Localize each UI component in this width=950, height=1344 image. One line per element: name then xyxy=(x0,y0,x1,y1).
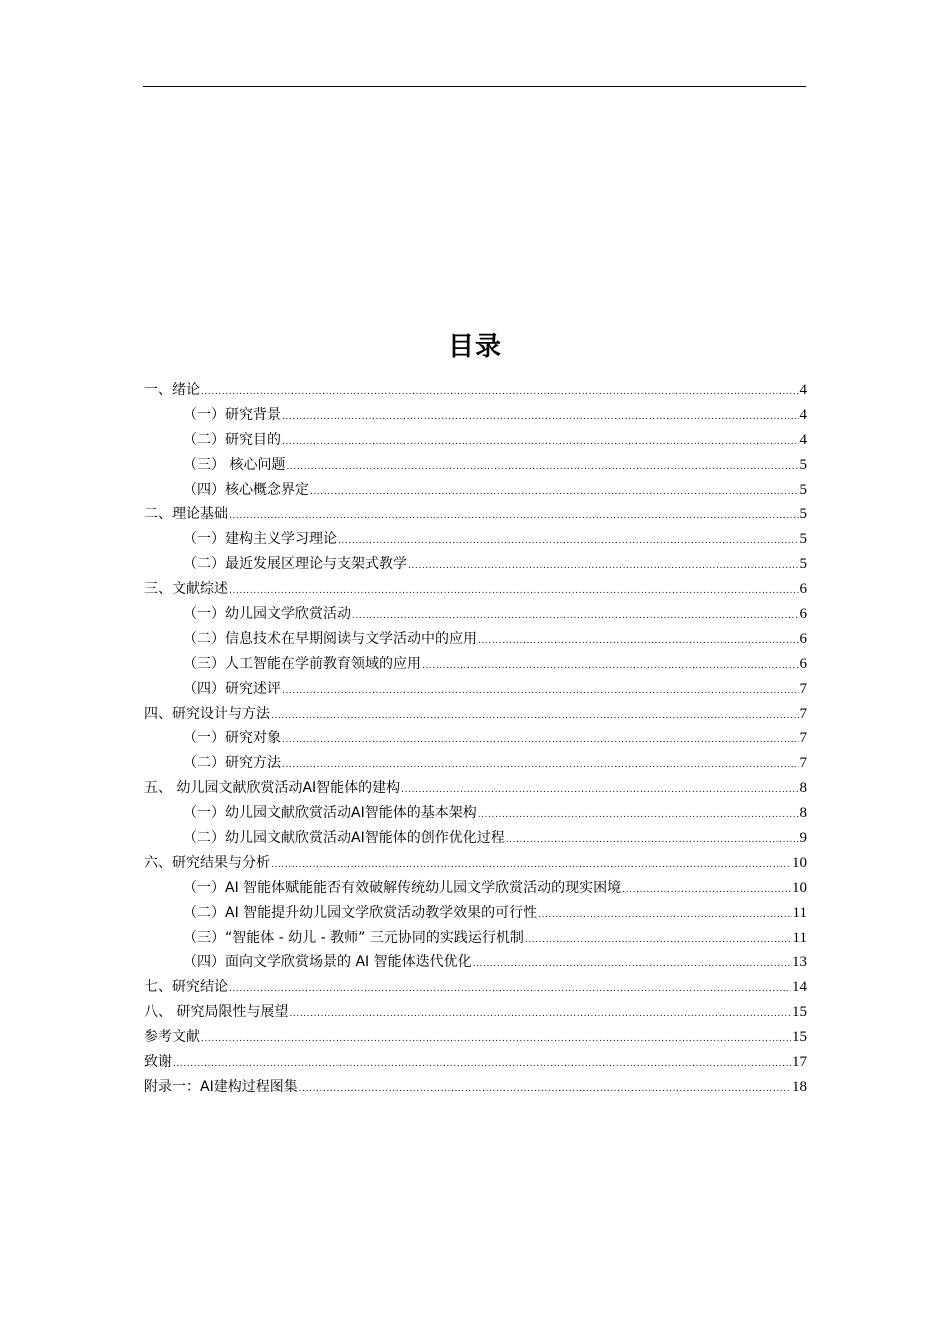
toc-entry-page-number: 13 xyxy=(792,954,807,971)
toc-entry-label: （三）人工智能在学前教育领域的应用 xyxy=(183,655,421,672)
toc-dot-leader xyxy=(282,405,799,430)
toc-entry-page-number: 7 xyxy=(799,705,807,722)
toc-entry-label: （二）研究方法 xyxy=(183,755,281,772)
toc-dot-leader xyxy=(478,803,799,828)
toc-entry-label: 一、绪论 xyxy=(144,382,200,398)
toc-dot-leader xyxy=(525,928,792,953)
toc-dot-leader xyxy=(478,629,799,654)
toc-dot-leader xyxy=(286,455,798,480)
toc-entry-page-number: 5 xyxy=(799,556,807,573)
toc-entry-page-number: 15 xyxy=(792,1004,807,1021)
toc-entry-label: （二）AI 智能提升幼儿园文学欣赏活动教学效果的可行性 xyxy=(183,904,538,921)
toc-entry-page-number: 7 xyxy=(799,755,807,772)
toc-entry[interactable] xyxy=(144,502,807,527)
toc-entry[interactable] xyxy=(144,851,807,876)
toc-entry[interactable] xyxy=(144,975,807,1000)
toc-dot-leader xyxy=(282,430,799,455)
toc-dot-leader xyxy=(173,1052,791,1077)
toc-entry-page-number: 10 xyxy=(792,854,807,871)
toc-entry[interactable] xyxy=(144,702,807,727)
toc-dot-leader xyxy=(282,753,799,778)
toc-dot-leader xyxy=(229,977,791,1002)
toc-entry-label: （一）幼儿园文献欣赏活动AI智能体的基本架构 xyxy=(183,805,477,822)
toc-dot-leader xyxy=(271,853,791,878)
header-rule xyxy=(143,86,806,87)
toc-entry-label: （一）研究背景 xyxy=(183,406,281,423)
toc-entry-page-number: 9 xyxy=(799,830,807,847)
toc-dot-leader xyxy=(201,380,799,405)
toc-entry-page-number: 7 xyxy=(799,680,807,697)
toc-entry[interactable] xyxy=(144,627,807,652)
toc-entry-label: （二）信息技术在早期阅读与文学活动中的应用 xyxy=(183,630,477,647)
toc-entry[interactable] xyxy=(144,826,807,851)
toc-entry-label: （二）研究目的 xyxy=(183,431,281,448)
toc-dot-leader xyxy=(201,1027,791,1052)
toc-title: 目录 xyxy=(447,332,502,363)
toc-entry-page-number: 8 xyxy=(799,780,807,797)
toc-dot-leader xyxy=(289,1002,791,1027)
toc-dot-leader xyxy=(338,529,799,554)
toc-entry[interactable] xyxy=(144,1050,807,1075)
toc-entry[interactable] xyxy=(144,751,807,776)
toc-entry-label: （一）幼儿园文学欣赏活动 xyxy=(183,606,351,623)
toc-dot-leader xyxy=(401,778,798,803)
toc-entry-label: 四、研究设计与方法 xyxy=(144,705,270,722)
toc-entry[interactable] xyxy=(144,428,807,453)
toc-entry-page-number: 4 xyxy=(799,382,807,398)
toc-entry-page-number: 5 xyxy=(799,481,807,498)
toc-dot-leader xyxy=(622,878,791,903)
toc-entry[interactable] xyxy=(144,1075,807,1100)
toc-entry[interactable] xyxy=(144,876,807,901)
toc-entry[interactable] xyxy=(144,901,807,926)
toc-entry-label: （四）研究述评 xyxy=(183,680,281,697)
toc-dot-leader xyxy=(538,903,791,928)
toc-entry-label: （一）建构主义学习理论 xyxy=(183,531,337,548)
toc-entry-page-number: 17 xyxy=(792,1054,807,1071)
toc-entry[interactable] xyxy=(144,602,807,627)
toc-dot-leader xyxy=(506,828,799,853)
toc-entry[interactable] xyxy=(144,403,807,428)
toc-entry-page-number: 5 xyxy=(799,456,807,473)
toc-entry-page-number: 11 xyxy=(792,929,807,946)
toc-entry-label: （二）最近发展区理论与支架式教学 xyxy=(183,556,407,573)
toc-entry-page-number: 8 xyxy=(799,805,807,822)
toc-entry[interactable] xyxy=(144,378,807,403)
toc-dot-leader xyxy=(473,952,791,977)
toc-entry-label: 六、研究结果与分析 xyxy=(144,854,270,871)
toc-entry[interactable] xyxy=(144,577,807,602)
toc-dot-leader xyxy=(229,579,799,604)
toc-entry-label: 七、研究结论 xyxy=(144,979,228,996)
table-of-contents xyxy=(144,378,807,1100)
toc-dot-leader xyxy=(310,480,799,505)
toc-entry-label: 二、理论基础 xyxy=(144,506,228,523)
toc-entry[interactable] xyxy=(144,677,807,702)
toc-entry-page-number: 6 xyxy=(799,606,807,623)
toc-entry-page-number: 10 xyxy=(792,879,807,896)
toc-entry-label: （四）面向文学欣赏场景的 AI 智能体迭代优化 xyxy=(183,954,472,971)
toc-entry-page-number: 4 xyxy=(799,431,807,448)
toc-entry-page-number: 6 xyxy=(799,630,807,647)
toc-entry-label: 五、 幼儿园文献欣赏活动AI智能体的建构 xyxy=(144,780,401,797)
toc-entry-label: （一）研究对象 xyxy=(183,730,281,747)
toc-entry-page-number: 18 xyxy=(792,1078,807,1095)
toc-entry-label: 参考文献 xyxy=(144,1029,200,1046)
toc-dot-leader xyxy=(229,504,799,529)
toc-dot-leader xyxy=(422,654,799,679)
toc-entry-label: （二）幼儿园文献欣赏活动AI智能体的创作优化过程 xyxy=(183,830,505,847)
toc-entry-page-number: 11 xyxy=(792,904,807,921)
toc-entry[interactable] xyxy=(144,652,807,677)
toc-entry-page-number: 7 xyxy=(799,730,807,747)
toc-entry-page-number: 15 xyxy=(792,1029,807,1046)
toc-entry-label: （一）AI 智能体赋能能否有效破解传统幼儿园文学欣赏活动的现实困境 xyxy=(183,879,622,896)
toc-dot-leader xyxy=(299,1077,791,1102)
toc-entry[interactable] xyxy=(144,801,807,826)
toc-dot-leader xyxy=(408,554,799,579)
toc-entry-page-number: 5 xyxy=(799,506,807,523)
toc-entry[interactable] xyxy=(144,776,807,801)
toc-entry[interactable] xyxy=(144,453,807,478)
toc-entry[interactable] xyxy=(144,726,807,751)
toc-entry[interactable] xyxy=(144,1025,807,1050)
toc-entry[interactable] xyxy=(144,552,807,577)
toc-entry-label: （三） 核心问题 xyxy=(183,456,286,473)
toc-entry-page-number: 14 xyxy=(792,979,807,996)
toc-dot-leader xyxy=(282,728,799,753)
toc-entry-page-number: 4 xyxy=(799,406,807,423)
toc-entry[interactable] xyxy=(144,926,807,951)
toc-entry-label: （四）核心概念界定 xyxy=(183,481,309,498)
toc-entry[interactable] xyxy=(144,1000,807,1025)
toc-entry-label: 三、文献综述 xyxy=(144,581,228,598)
toc-entry-label: （三）“智能体 - 幼儿 - 教师” 三元协同的实践运行机制 xyxy=(183,929,524,946)
toc-dot-leader xyxy=(352,604,799,629)
toc-entry-label: 致谢 xyxy=(144,1054,172,1071)
toc-entry[interactable] xyxy=(144,478,807,503)
toc-entry-label: 附录一：AI建构过程图集 xyxy=(144,1078,298,1095)
toc-dot-leader xyxy=(282,679,799,704)
toc-entry-page-number: 6 xyxy=(799,655,807,672)
toc-entry[interactable] xyxy=(144,527,807,552)
toc-entry[interactable] xyxy=(144,950,807,975)
toc-entry-page-number: 5 xyxy=(799,531,807,548)
toc-entry-label: 八、 研究局限性与展望 xyxy=(144,1004,289,1021)
toc-entry-page-number: 6 xyxy=(799,581,807,598)
toc-dot-leader xyxy=(271,704,799,729)
